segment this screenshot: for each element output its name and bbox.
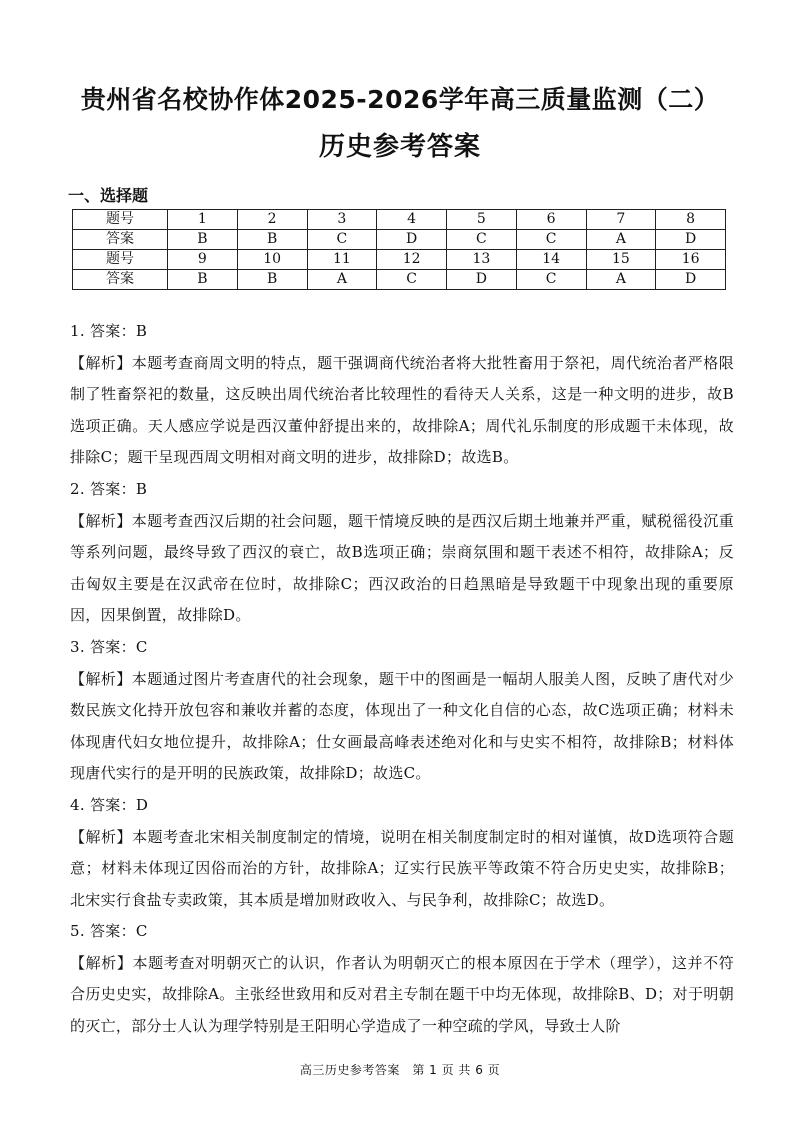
page-title: 贵州省名校协作体2025-2026学年高三质量监测（二） — [80, 85, 720, 114]
item-5-answer: 5. 答案：C — [70, 922, 148, 941]
table-cell: A — [586, 230, 656, 250]
section-heading-choice: 一、选择题 — [68, 186, 149, 205]
table-cell: B — [168, 230, 238, 250]
table-cell: 7 — [586, 210, 656, 230]
item-3-answer: 3. 答案：C — [70, 637, 148, 656]
item-2-answer: 2. 答案：B — [70, 479, 148, 498]
table-cell: B — [237, 230, 307, 250]
table-row-label: 答案 — [73, 270, 168, 290]
table-cell: C — [516, 270, 586, 290]
table-cell: C — [447, 230, 517, 250]
table-cell: 4 — [377, 210, 447, 230]
table-cell: 9 — [168, 250, 238, 270]
item-5-analysis: 【解析】本题考查对明朝灭亡的认识，作者认为明朝灭亡的根本原因在于学术（理学），这并不符合历史史实，故排除A。主张经世致用和反对君主专制在题干中均无体现，故排除B、D；对于明朝的灭亡，部分士人认为理学特别是王阳明心学造成了一种空疏的学风，导致士人阶 — [70, 953, 734, 1036]
table-cell: 3 — [307, 210, 377, 230]
item-1-analysis: 【解析】本题考查商周文明的特点，题干强调商代统治者将大批牲畜用于祭祀，周代统治者严格限制了牲畜祭祀的数量，这反映出周代统治者比较理性的看待天人关系，这是一种文明的进步，故B选项正确。天人感应学说是西汉董仲舒提出来的，故排除A；周代礼乐制度的形成题干未体现，故排除C；题干呈现西周文明相对商文明的进步，故排除D；故选B。 — [70, 353, 734, 467]
table-cell: 15 — [586, 250, 656, 270]
table-cell: 5 — [447, 210, 517, 230]
table-cell: B — [237, 270, 307, 290]
table-cell: D — [656, 230, 726, 250]
table-row-label: 题号 — [73, 250, 168, 270]
table-cell: D — [656, 270, 726, 290]
table-cell: C — [377, 270, 447, 290]
explanations — [70, 316, 734, 1043]
table-row — [73, 230, 726, 250]
table-cell: 6 — [516, 210, 586, 230]
table-cell: A — [586, 270, 656, 290]
table-cell: C — [516, 230, 586, 250]
item-2-analysis: 【解析】本题考查西汉后期的社会问题，题干情境反映的是西汉后期土地兼并严重，赋税徭役沉重等系列问题，最终导致了西汉的衰亡，故B选项正确；崇商氛围和题干表述不相符，故排除A；反击匈奴主要是在汉武帝在位时，故排除C；西汉政治的日趋黑暗是导致题干中现象出现的重要原因，因果倒置，故排除D。 — [70, 511, 734, 625]
table-cell: 8 — [656, 210, 726, 230]
table-cell: C — [307, 230, 377, 250]
page-footer: 高三历史参考答案 第 1 页 共 6 页 — [299, 1063, 501, 1077]
table-row — [73, 270, 726, 290]
item-3-analysis: 【解析】本题通过图片考查唐代的社会现象，题干中的图画是一幅胡人服美人图，反映了唐代对少数民族文化持开放包容和兼收并蓄的态度，体现出了一种文化自信的心态，故C选项正确；材料未体现唐代妇女地位提升，故排除A；仕女画最高峰表述绝对化和与史实不相符，故排除B；材料体现唐代实行的是开明的民族政策，故排除D；故选C。 — [70, 669, 734, 783]
table-row — [73, 210, 726, 230]
table-cell: A — [307, 270, 377, 290]
table-cell: 11 — [307, 250, 377, 270]
item-4-analysis: 【解析】本题考查北宋相关制度制定的情境，说明在相关制度制定时的相对谨慎，故D选项符合题意；材料未体现辽因俗而治的方针，故排除A；辽实行民族平等政策不符合历史史实，故排除B；北宋实行食盐专卖政策，其本质是增加财政收入、与民争利，故排除C；故选D。 — [70, 827, 734, 909]
table-cell: 16 — [656, 250, 726, 270]
page-subtitle: 历史参考答案 — [318, 132, 481, 162]
table-cell: 2 — [237, 210, 307, 230]
table-cell: 12 — [377, 250, 447, 270]
table-cell: 10 — [237, 250, 307, 270]
table-row-label: 题号 — [73, 210, 168, 230]
table-cell: 13 — [447, 250, 517, 270]
table-row-label: 答案 — [73, 230, 168, 250]
item-1-answer: 1. 答案：B — [70, 322, 148, 340]
table-cell: D — [447, 270, 517, 290]
table-cell: B — [168, 270, 238, 290]
table-cell: 1 — [168, 210, 238, 230]
answer-table — [72, 209, 726, 290]
table-row — [73, 250, 726, 270]
item-4-answer: 4. 答案：D — [70, 795, 149, 814]
table-cell: 14 — [516, 250, 586, 270]
table-cell: D — [377, 230, 447, 250]
